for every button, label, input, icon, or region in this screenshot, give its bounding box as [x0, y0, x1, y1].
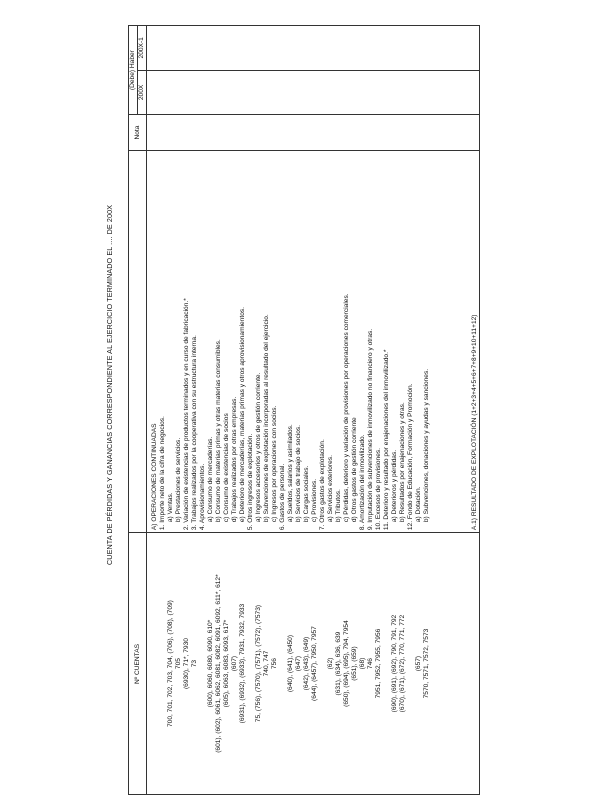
- concept-line: a) Ventas.: [167, 492, 174, 523]
- statement-body-row: [147, 26, 480, 795]
- concept-line: e) Deterioro de mercaderías, materias primas y otros aprovisionamientos.: [239, 306, 246, 523]
- account-codes: 746: [367, 658, 374, 670]
- concept-line: b) Resultados por enajenaciones y otras.: [399, 402, 406, 523]
- account-codes: (670), (671), (672), 770, 771, 772: [399, 614, 406, 713]
- rotated-page: [0, 5, 600, 795]
- concept-line: 6. Gastos de personal.: [279, 463, 286, 531]
- header-concept: [129, 150, 147, 532]
- concept-line: 1. Importe neto de la cifra de negocios.: [159, 416, 166, 531]
- concept-line: a) Consumo de mercaderías.: [207, 436, 214, 523]
- concepts-column: [147, 150, 480, 532]
- account-codes: [279, 533, 287, 794]
- concept-line: 12. Fondo de Educación, Formación y Promoción.: [407, 383, 414, 531]
- account-codes: 756: [271, 658, 278, 670]
- nota-column: [147, 115, 480, 151]
- concept-line: 11. Deterioro y resultado por enajenaciones del inmovilizado.*: [383, 349, 390, 531]
- account-codes: [319, 533, 327, 794]
- account-codes: 7951, 7952, 7955, 7956: [375, 628, 382, 699]
- concept-line: c) Pérdidas, deterioro y variación de provisiones por operaciones comerciales.: [343, 293, 350, 523]
- concept-line: b) Prestaciones de servicios.: [175, 437, 182, 523]
- concept-line: a) Sueldos, salarios y asimilados.: [287, 424, 294, 523]
- header-year-current: 200X: [138, 70, 147, 115]
- concept-line: 5. Otros ingresos de explotación.: [247, 433, 254, 531]
- concept-line: a) Dotación.: [415, 486, 422, 523]
- account-codes: (650), (694), (695), 794, 7954: [343, 620, 350, 707]
- concept-line: 2. Variación de existencias de productos terminados y en curso de fabricación.*: [183, 298, 190, 531]
- concept-line: b) Servicios de trabajo de socios.: [295, 424, 302, 523]
- account-codes: [407, 533, 415, 794]
- concept-line: A) OPERACIONES CONTINUADAS: [151, 423, 158, 531]
- header-year-previous: 200X-1: [138, 26, 147, 71]
- concept-line: d) Otros gastos de gestión corriente: [351, 417, 358, 523]
- amount-previous-column: [147, 26, 480, 71]
- account-codes: (62): [327, 657, 334, 670]
- profit-loss-table: [128, 25, 480, 795]
- accounts-column: [147, 533, 480, 795]
- header-debe-haber: (Debe) Haber: [129, 26, 138, 115]
- concept-line: c) Ingresos por operaciones con socios.: [271, 405, 278, 523]
- concept-line: 10. Excesos de provisiones.: [375, 448, 382, 531]
- account-codes: (657): [415, 655, 422, 672]
- account-codes: 7570, 7571, 7572, 7573: [423, 628, 430, 699]
- account-codes: 75, (756), (7570), (7571), (7572), (7573): [255, 604, 262, 723]
- header-nota: Nota: [129, 115, 147, 151]
- concept-line: b) Tributos.: [335, 489, 342, 523]
- amount-current-column: [147, 70, 480, 115]
- account-codes: (600), 6060, 6080, 6090, 610*: [207, 619, 214, 708]
- header-row-top: [129, 26, 138, 795]
- account-codes: [383, 533, 391, 794]
- concept-line: a) Deterioros y pérdidas.: [391, 449, 398, 523]
- account-codes: [159, 533, 167, 794]
- concept-line: 7. Otros gastos de explotación.: [319, 439, 326, 531]
- concept-line: d) Trabajos realizados por otras empresas.: [231, 396, 238, 523]
- concept-line: c) Consumo de existencias de socios: [223, 413, 230, 523]
- statement-title: CUENTA DE PÉRDIDAS Y GANANCIAS CORRESPONDIENTE AL EJERCICIO TERMINADO EL .... DE 200X: [105, 204, 114, 565]
- account-codes: [151, 533, 159, 794]
- account-codes: 73: [191, 659, 198, 668]
- concept-line: 8. Amortización del inmovilizado.: [359, 434, 366, 531]
- account-codes: (651), (659): [351, 646, 358, 681]
- account-codes: (607): [231, 655, 238, 672]
- concept-line: a) Ingresos accesorios y otros de gestión corriente.: [255, 372, 262, 523]
- account-codes: (6930), 71*, 7930: [183, 638, 190, 690]
- concept-line: c) Provisiones.: [311, 478, 318, 523]
- concept-line: 4. Aprovisionamientos.: [199, 463, 206, 531]
- account-codes: (644), (6457), 7950, 7957: [311, 626, 318, 701]
- concept-line: 9. Imputación de subvenciones de inmovilizado no financiero y otras.: [367, 328, 374, 531]
- account-codes: (640), (641), (6450): [287, 634, 294, 693]
- account-codes: (690), (691), (692), 790, 791, 792: [391, 614, 398, 713]
- account-codes: 740, 747: [263, 650, 270, 677]
- concept-line: 3. Trabajos realizados por la cooperativa con su estructura interna.: [191, 335, 198, 531]
- operating-result-line: A.1) RESULTADO DE EXPLOTACIÓN (1+2+3+4+5+6+7+8+9+10+11+12): [471, 314, 478, 531]
- account-codes: [199, 533, 207, 794]
- concept-line: a) Servicios exteriores.: [327, 455, 334, 523]
- account-codes: (642), (643), (649): [303, 636, 310, 691]
- concept-line: b) Cargas sociales.: [303, 465, 310, 523]
- account-codes: 705: [175, 658, 182, 670]
- account-codes: 700, 701, 702, 703, 704, (706), (708), (709): [167, 600, 174, 727]
- account-codes: [247, 533, 255, 794]
- concept-line: b) Subvenciones de explotación incorporadas al resultado del ejercicio.: [263, 314, 270, 523]
- header-cuentas: Nº CUENTAS: [129, 533, 147, 795]
- account-codes: (631), (634), 636, 639: [335, 631, 342, 696]
- account-codes: (6931), (6932), (6933), 7931, 7932, 7933: [239, 603, 246, 724]
- concept-line: b) Consumo de materias primas y otras materias consumibles.: [215, 339, 222, 523]
- concept-line: b) Subvenciones, donaciones y ayudas y sanciones.: [423, 368, 430, 523]
- account-codes: (647): [295, 655, 302, 672]
- account-codes: (605), 6063, 6083, 6093, 617*: [223, 619, 230, 708]
- account-codes: (68): [359, 657, 366, 670]
- account-codes: (601), (602), 6061, 6062, 6081, 6082, 6091, 6092, 611*, 612*: [215, 574, 222, 753]
